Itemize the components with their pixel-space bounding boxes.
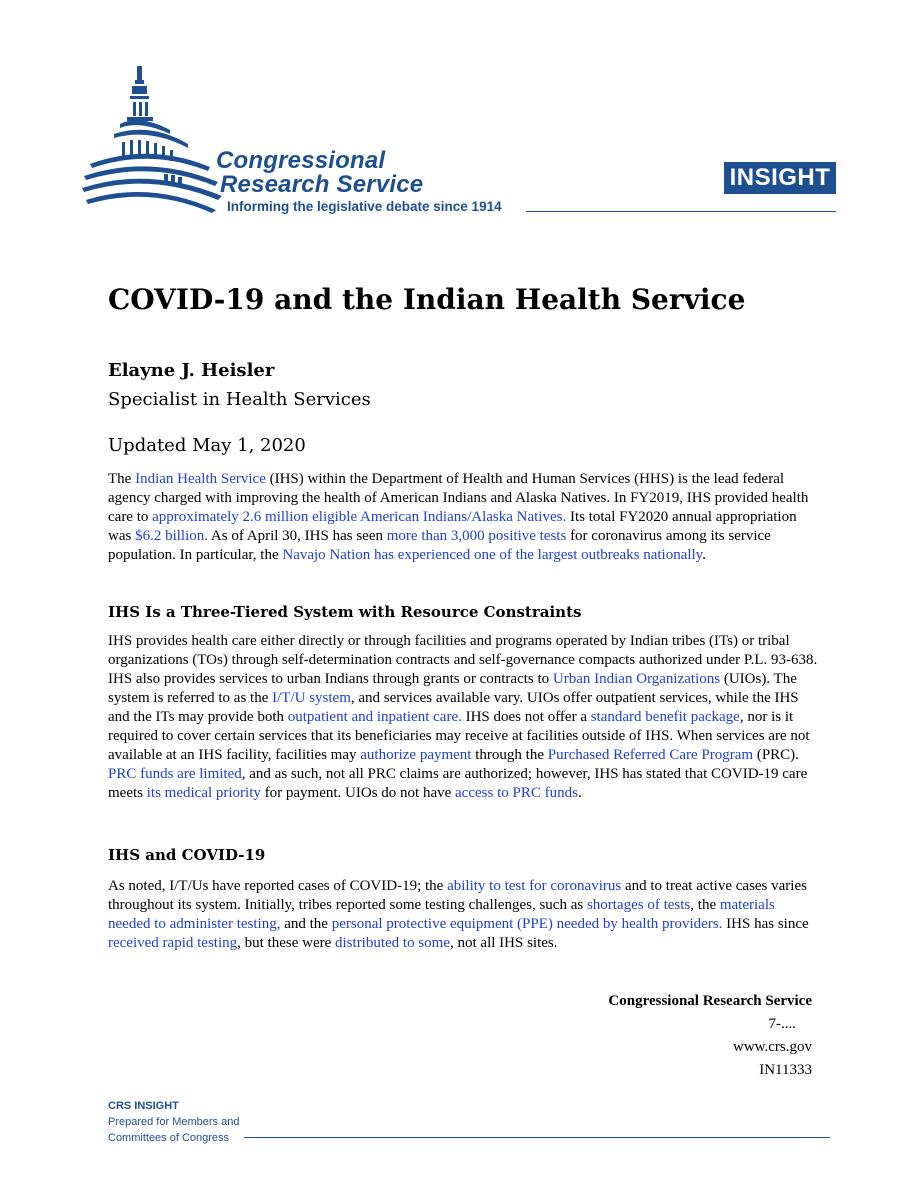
- insight-badge: INSIGHT: [724, 162, 836, 194]
- link-ppe-needed[interactable]: personal protective equipment (PPE) needed by health providers.: [331, 916, 723, 932]
- section1-paragraph: IHS provides health care either directly or through facilities and programs operated by Indian tribes (ITs) or tribal organizations (TOs) through self-determination contracts and self-governance compacts authorized under P.L. 93-638. IHS also provides services to urban Indians through grants or contracts to Urban Indian Organizations (UIOs). The system is referred to as the I/T/U system, and services available vary. UIOs offer outpatient services, while the IHS and the ITs may provide both outpatient and inpatient care. IHS does not offer a standard benefit package, nor is it required to cover certain services that its beneficiaries may receive at facilities outside of IHS. When services are not available at an IHS facility, facilities may authorize payment through the Purchased Referred Care Program (PRC). PRC funds are limited, and as such, not all PRC claims are authorized; however, IHS has stated that COVID-19 care meets its medical priority for payment. UIOs do not have access to PRC funds.: [108, 633, 818, 801]
- intro-paragraph: The Indian Health Service (IHS) within the Department of Health and Human Services (HHS) is the lead federal agency charged with improving the health of American Indians and Alaska Natives. In FY2019, IHS provided health care to approximately 2.6 million eligible American Indians/Alaska Natives. Its total FY2020 annual appropriation was $6.2 billion. As of April 30, IHS has seen more than 3,000 positive tests for coronavirus among its service population. In particular, the Navajo Nation has experienced one of the largest outbreaks nationally.: [108, 471, 809, 563]
- section-heading-three-tiered: IHS Is a Three-Tiered System with Resource Constraints: [108, 603, 582, 621]
- report-number: 7-....: [768, 1016, 796, 1032]
- author-role: Specialist in Health Services: [108, 389, 371, 410]
- org-name-line2: Research Service: [220, 171, 424, 198]
- document-title: COVID-19 and the Indian Health Service: [108, 283, 746, 316]
- footer-prepared-line2: Committees of Congress: [108, 1132, 230, 1144]
- org-tagline: Informing the legislative debate since 1914: [227, 199, 502, 214]
- link-itu-system[interactable]: I/T/U system: [272, 690, 351, 706]
- link-indian-health-service[interactable]: Indian Health Service: [135, 471, 266, 487]
- link-rapid-testing[interactable]: received rapid testing: [108, 935, 238, 951]
- link-urban-indian-organizations[interactable]: Urban Indian Organizations: [552, 671, 721, 687]
- link-eligible-population[interactable]: approximately 2.6 million eligible American Indians/Alaska Natives.: [152, 509, 567, 525]
- author-name: Elayne J. Heisler: [108, 360, 275, 381]
- section-heading-ihs-covid: IHS and COVID-19: [108, 846, 266, 864]
- crs-insight-footer: [108, 1098, 239, 1146]
- product-id: IN11333: [759, 1062, 812, 1078]
- section2-paragraph: As noted, I/T/Us have reported cases of COVID-19; the ability to test for coronavirus and to treat active cases varies throughout its system. Initially, tribes reported some testing challenges, such as shortages of tests, the materials needed to administer testing, and the personal protective equipment (PPE) needed by health providers. IHS has since received rapid testing, but these were distributed to some, not all IHS sites.: [108, 878, 809, 951]
- link-ability-to-test[interactable]: ability to test for coronavirus: [447, 878, 622, 894]
- link-medical-priority[interactable]: its medical priority: [146, 785, 261, 801]
- footer-series-label: CRS INSIGHT: [108, 1100, 179, 1112]
- link-access-prc-funds[interactable]: access to PRC funds: [455, 785, 578, 801]
- link-purchased-referred-care[interactable]: Purchased Referred Care Program: [547, 747, 754, 763]
- footer-rule: [244, 1137, 830, 1138]
- link-distributed-to-some[interactable]: distributed to some: [335, 935, 451, 951]
- link-appropriation[interactable]: $6.2 billion.: [135, 528, 208, 544]
- updated-date: Updated May 1, 2020: [108, 435, 306, 456]
- link-outpatient-inpatient[interactable]: outpatient and inpatient care.: [287, 709, 462, 725]
- link-testing-materials[interactable]: materials needed to administer testing,: [108, 897, 775, 932]
- capitol-dome-logo: [80, 62, 230, 217]
- link-positive-tests[interactable]: more than 3,000 positive tests: [386, 528, 567, 544]
- report-info-block: [560, 990, 812, 1082]
- link-navajo-outbreak[interactable]: Navajo Nation has experienced one of the largest outbreaks nationally: [282, 547, 703, 563]
- link-shortages-of-tests[interactable]: shortages of tests: [586, 897, 691, 913]
- link-prc-funds-limited[interactable]: PRC funds are limited: [108, 766, 242, 782]
- link-standard-benefit-package[interactable]: standard benefit package: [590, 709, 740, 725]
- header-rule: [526, 211, 836, 212]
- footer-org-name: Congressional Research Service: [608, 993, 812, 1009]
- link-authorize-payment[interactable]: authorize payment: [360, 747, 472, 763]
- footer-prepared-line1: Prepared for Members and: [108, 1116, 240, 1128]
- website-link[interactable]: www.crs.gov: [732, 1039, 812, 1055]
- org-name-line1: Congressional: [216, 147, 386, 174]
